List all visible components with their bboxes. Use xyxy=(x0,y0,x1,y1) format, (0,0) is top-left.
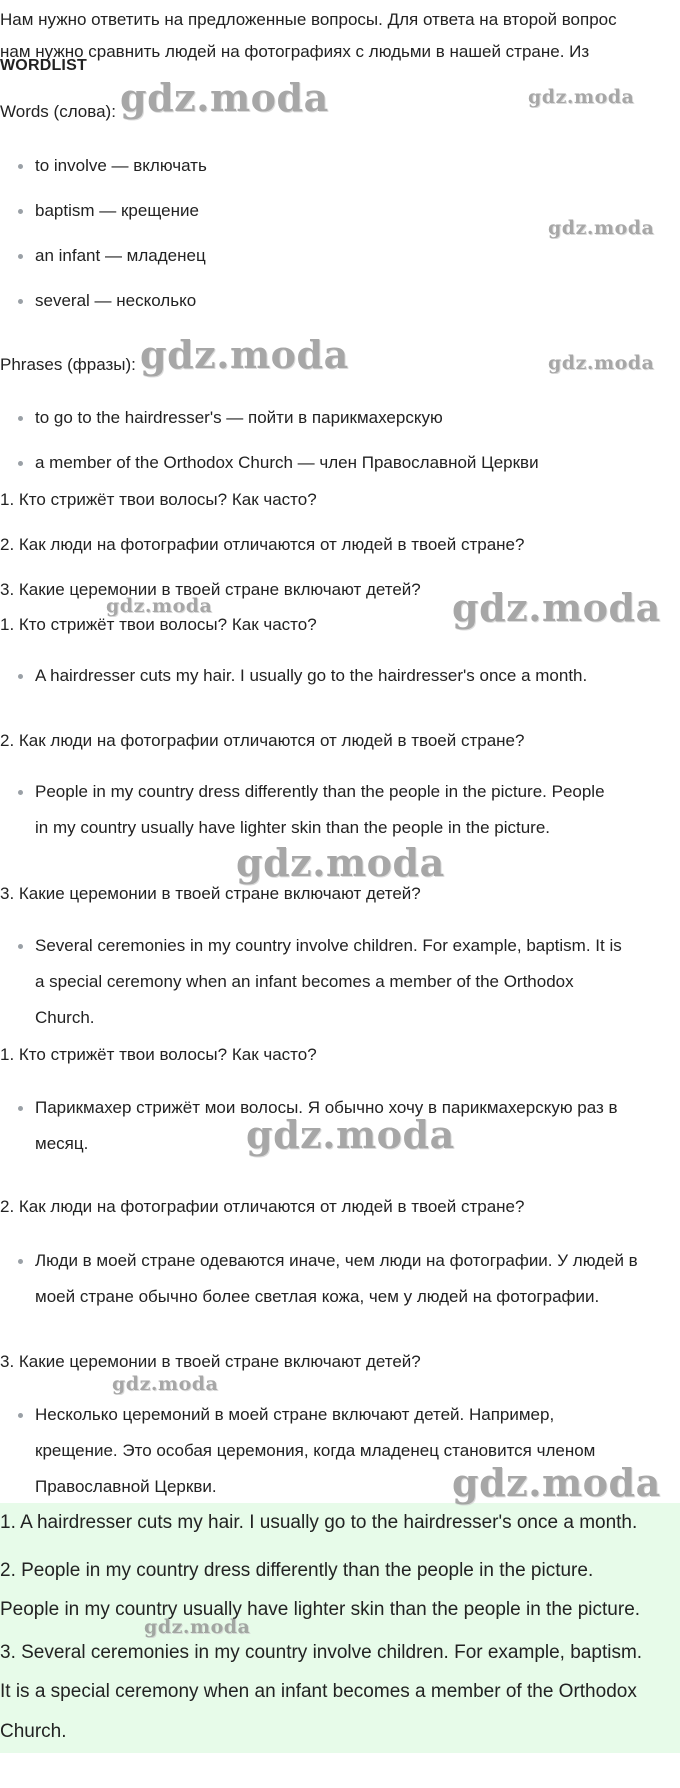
en-question-1: 1. Кто стрижёт твои волосы? Как часто? xyxy=(0,615,317,634)
en-answer-2-line-1: People in my country dress differently than the people in the picture. People xyxy=(35,782,605,801)
en-answer-3-line-3: Church. xyxy=(35,1008,95,1027)
watermark: gdz.moda xyxy=(528,86,635,108)
watermark: gdz.moda xyxy=(106,595,213,617)
question-2: 2. Как люди на фотографии отличаются от людей в твоей стране? xyxy=(0,535,525,554)
en-answer-2-line-2: in my country usually have lighter skin than the people in the picture. xyxy=(35,818,551,837)
phrases-list xyxy=(18,400,668,481)
final-answer-line-3: People in my country usually have lighter skin than the people in the picture. xyxy=(0,1599,641,1620)
en-answer-3-line-2: a special ceremony when an infant becomes a member of the Orthodox xyxy=(35,972,574,991)
intro-line-1: Нам нужно ответить на предложенные вопросы. Для ответа на второй вопрос xyxy=(0,10,617,29)
watermark: gdz.moda xyxy=(548,217,655,239)
en-question-2: 2. Как люди на фотографии отличаются от людей в твоей стране? xyxy=(0,731,525,750)
en-answer-2 xyxy=(18,774,668,846)
ru-answer-2-line-1: Люди в моей стране одеваются иначе, чем люди на фотографии. У людей в xyxy=(35,1251,638,1270)
list-item: a member of the Orthodox Church — член Православной Церкви xyxy=(18,445,668,481)
ru-question-3: 3. Какие церемонии в твоей стране включают детей? xyxy=(0,1352,421,1371)
final-answer-line-6: Church. xyxy=(0,1721,67,1742)
list-item: A hairdresser cuts my hair. I usually go to the hairdresser's once a month. xyxy=(18,658,668,694)
final-answer-line-4: 3. Several ceremonies in my country involve children. For example, baptism. xyxy=(0,1642,643,1663)
list-item xyxy=(18,774,668,846)
ru-question-1: 1. Кто стрижёт твои волосы? Как часто? xyxy=(0,1045,317,1064)
list-item xyxy=(18,1243,668,1315)
watermark: gdz.moda xyxy=(236,840,445,885)
final-answer-line-1: 1. A hairdresser cuts my hair. I usually go to the hairdresser's once a month. xyxy=(0,1512,638,1533)
watermark: gdz.moda xyxy=(452,1460,661,1505)
ru-answer-1-line-1: Парикмахер стрижёт мои волосы. Я обычно хочу в парикмахерскую раз в xyxy=(35,1098,618,1117)
phrases-label: Phrases (фразы): xyxy=(0,355,136,374)
intro-line-2: нам нужно сравнить людей на фотографиях с людьми в нашей стране. Из xyxy=(0,42,590,61)
ru-answer-2 xyxy=(18,1243,668,1315)
watermark: gdz.moda xyxy=(452,585,661,630)
words-label: Words (слова): xyxy=(0,102,116,121)
watermark: gdz.moda xyxy=(112,1373,219,1395)
final-answer-line-2: 2. People in my country dress differently than the people in the picture. xyxy=(0,1560,594,1581)
ru-answer-3-line-3: Православной Церкви. xyxy=(35,1477,217,1496)
wordlist-heading: WORDLIST xyxy=(0,57,87,74)
watermark: gdz.moda xyxy=(548,352,655,374)
en-answer-3-line-1: Several ceremonies in my country involve children. For example, baptism. It is xyxy=(35,936,622,955)
list-item xyxy=(18,928,668,1036)
question-3: 3. Какие церемонии в твоей стране включают детей? xyxy=(0,580,421,599)
ru-answer-2-line-2: моей стране обычно более светлая кожа, чем у людей на фотографии. xyxy=(35,1287,600,1306)
ru-answer-1-line-2: месяц. xyxy=(35,1134,89,1153)
watermark: gdz.moda xyxy=(120,75,329,120)
final-answer-line-5: It is a special ceremony when an infant becomes a member of the Orthodox xyxy=(0,1681,637,1702)
final-answer-box xyxy=(0,1503,680,1753)
list-item: to involve — включать xyxy=(18,148,668,184)
watermark: gdz.moda xyxy=(140,332,349,377)
watermark: gdz.moda xyxy=(144,1616,251,1638)
watermark: gdz.moda xyxy=(246,1112,455,1157)
en-answer-3 xyxy=(18,928,668,1036)
ru-answer-3-line-2: крещение. Это особая церемония, когда младенец становится членом xyxy=(35,1441,596,1460)
list-item: baptism — крещение xyxy=(18,193,668,229)
list-item: several — несколько xyxy=(18,283,668,319)
en-answer-1 xyxy=(18,658,668,694)
question-1: 1. Кто стрижёт твои волосы? Как часто? xyxy=(0,490,317,509)
list-item: to go to the hairdresser's — пойти в парикмахерскую xyxy=(18,400,668,436)
intro-paragraph xyxy=(0,0,680,61)
ru-question-2: 2. Как люди на фотографии отличаются от людей в твоей стране? xyxy=(0,1197,525,1216)
en-question-3: 3. Какие церемонии в твоей стране включают детей? xyxy=(0,884,421,903)
ru-answer-3-line-1: Несколько церемоний в моей стране включают детей. Например, xyxy=(35,1405,555,1424)
list-item: an infant — младенец xyxy=(18,238,668,274)
